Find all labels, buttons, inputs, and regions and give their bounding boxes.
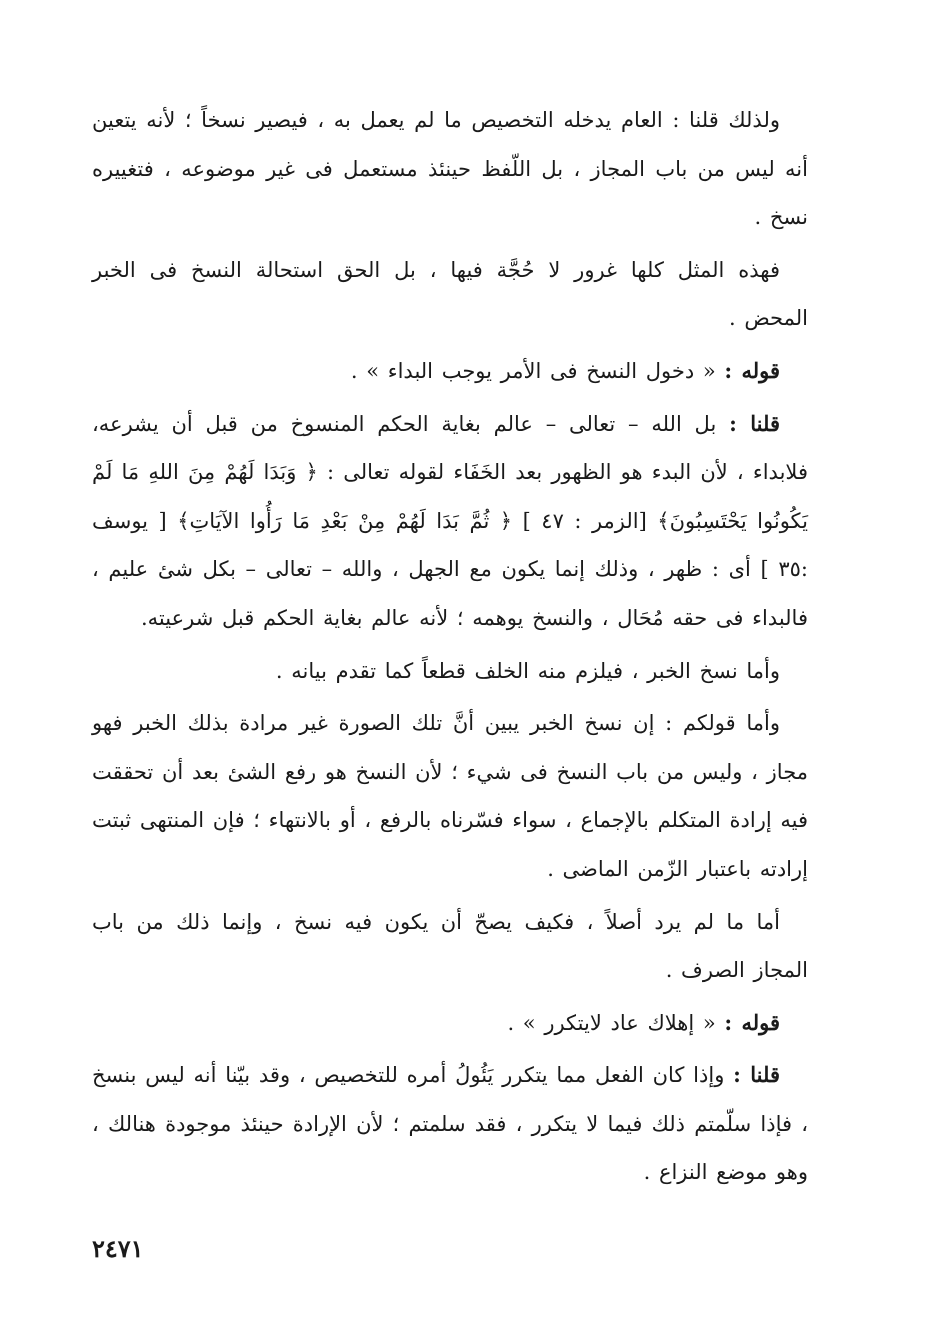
paragraph-text: ولذلك قلنا : العام يدخله التخصيص ما لم يعمل به ، فيصير نسخاً ؛ لأنه يتعين أنه ليس من باب المجاز ، بل اللّفظ حينئذ مستعمل فى غير موضوعه ، فتغييره نسخ . [92, 108, 808, 230]
paragraph-9 [92, 1051, 808, 1197]
paragraph-text: وإذا كان الفعل مما يتكرر يَئُولُ أمره للتخصيص ، وقد بيّنا أنه ليس بنسخ ، فإذا سلّمتم ذلك فيما لا يتكرر ، فقد سلمتم ؛ لأن الإرادة حينئذ موجودة هنالك ، وهو موضع النزاع . [92, 1063, 808, 1185]
paragraph-4 [92, 400, 808, 643]
paragraph-5 [92, 647, 808, 696]
paragraph-lead: قلنا : [733, 1062, 780, 1088]
paragraph-7 [92, 898, 808, 995]
paragraph-3 [92, 347, 808, 396]
paragraph-text: وأما قولكم : إن نسخ الخبر يبين أنَّ تلك الصورة غير مرادة بذلك الخبر فهو مجاز ، وليس من باب النسخ فى شيء ؛ لأن النسخ هو رفع الشئ بعد أن تحققت فيه إرادة المتكلم بالإجماع ، سواء فسّرناه بالرفع ، أو بالانتهاء ؛ فإن المنتهى ثبتت إرادته باعتبار الزّمن الماضى . [92, 711, 808, 881]
paragraph-text: وأما نسخ الخبر ، فيلزم منه الخلف قطعاً كما تقدم بيانه . [275, 658, 780, 683]
body-text [92, 96, 808, 1201]
paragraph-text: بل الله – تعالى – عالم بغاية الحكم المنسوخ من قبل أن يشرعه، فلابداء ، لأن البدء هو الظهور بعد الخَفَاء لقوله تعالى : ﴿ وَبَدَا لَهُمْ مِنَ اللهِ مَا لَمْ يَكُونُوا يَحْتَسِبُونَ﴾ [الزمر : ٤٧ ] ﴿ ثُمَّ بَدَا لَهُمْ مِنْ بَعْدِ مَا رَأُوا الآيَاتِ﴾ [ يوسف :٣٥ ] أى : ظهر ، وذلك إنما يكون مع الجهل ، والله – تعالى – بكل شئ عليم ، فالبداء فى حقه مُحَال ، والنسخ يوهمه ؛ لأنه عالم بغاية الحكم قبل شرعيته. [92, 411, 808, 630]
paragraph-lead: قوله : [724, 357, 780, 383]
page-number: ٢٤٧١ [92, 1234, 144, 1263]
paragraph-text: « إهلاك عاد لايتكرر » . [507, 1010, 725, 1035]
paragraph-text: فهذه المثل كلها غرور لا حُجَّة فيها ، بل الحق استحالة النسخ فى الخبر المحض . [92, 257, 808, 331]
paragraph-lead: قلنا : [729, 410, 780, 436]
paragraph-2 [92, 246, 808, 343]
paragraph-1 [92, 96, 808, 242]
paragraph-text: أما ما لم يرد أصلاً ، فكيف يصحّ أن يكون فيه نسخ ، وإنما ذلك من باب المجاز الصرف . [92, 909, 808, 983]
paragraph-text: « دخول النسخ فى الأمر يوجب البداء » . [350, 358, 725, 383]
paragraph-8 [92, 999, 808, 1048]
paragraph-6 [92, 699, 808, 893]
paragraph-lead: قوله : [724, 1009, 780, 1035]
